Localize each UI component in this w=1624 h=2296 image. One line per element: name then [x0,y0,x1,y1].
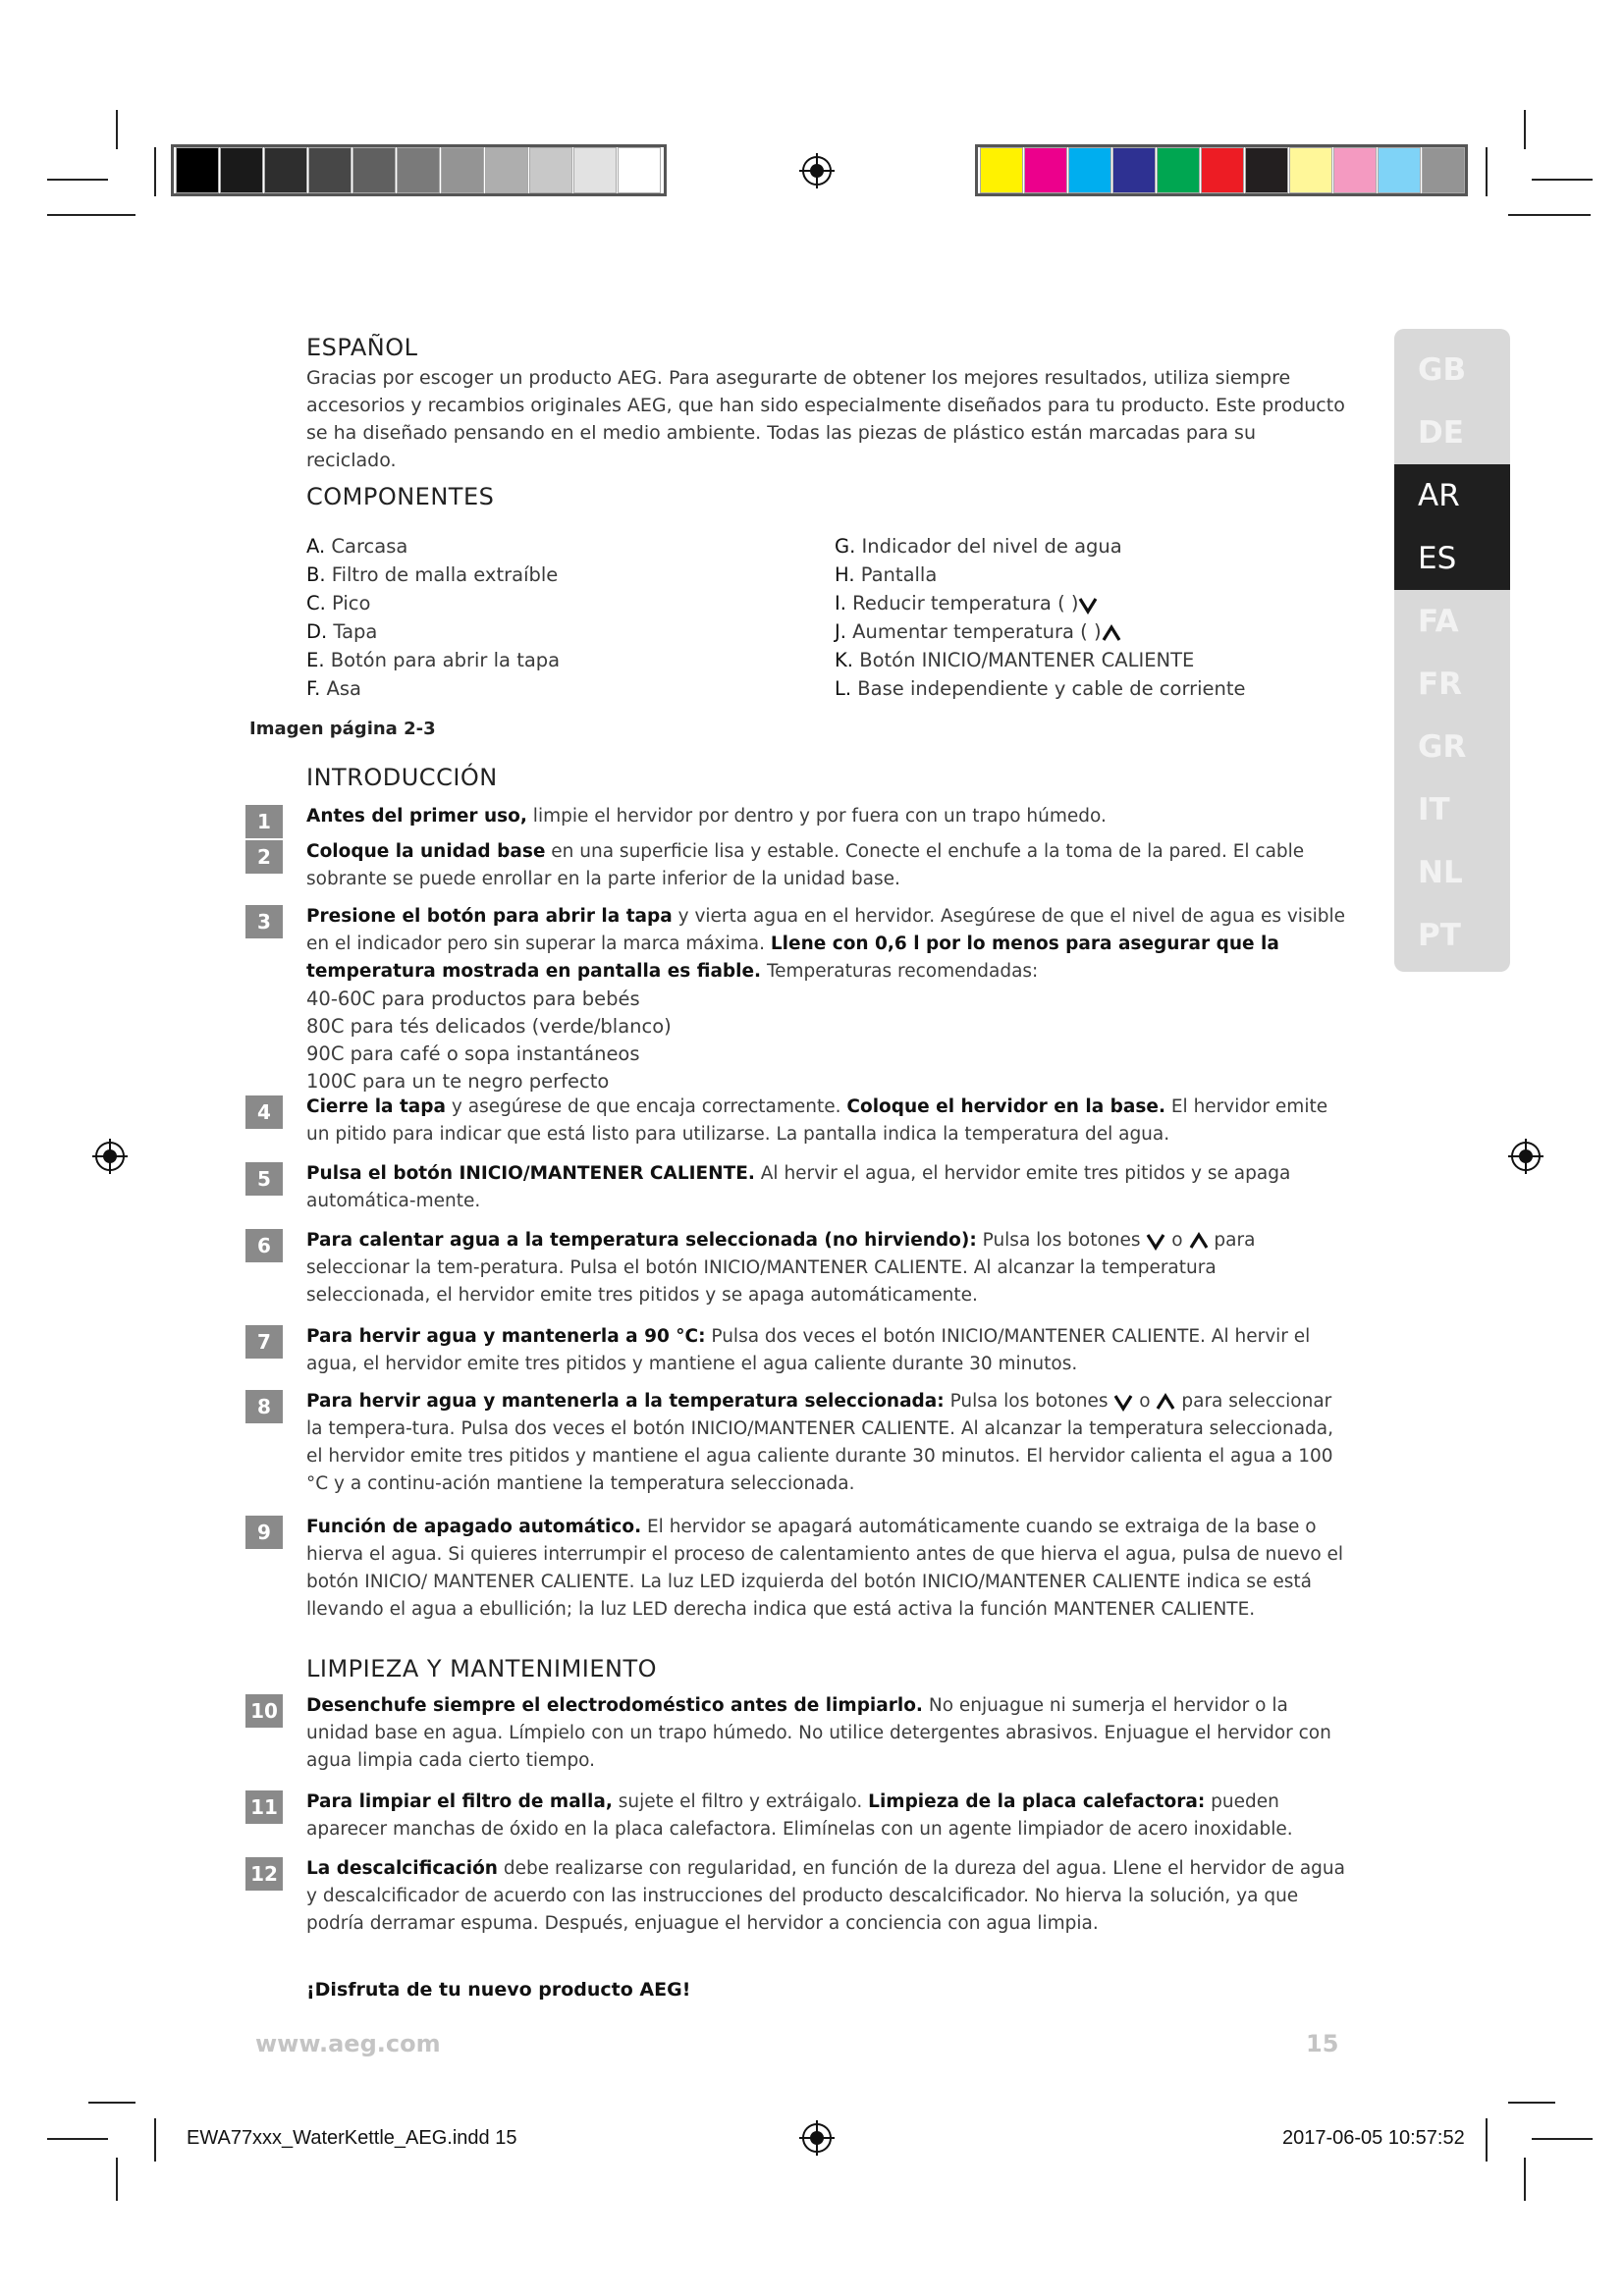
component-item [835,646,1345,674]
gray-swatch [176,147,219,193]
step-text [306,1094,1345,1148]
color-swatch [1289,147,1332,193]
component-item [306,674,817,703]
step-bold: Coloque la unidad base [306,841,546,862]
step-number: 4 [245,1095,283,1129]
step-bold: Presione el botón para abrir la tapa [306,906,673,927]
print-slug-timestamp: 2017-06-05 10:57:52 [1282,2127,1465,2149]
component-label: Pantalla [854,563,938,586]
chevron-down-icon [1113,1392,1133,1412]
chevron-up-icon [1189,1231,1209,1251]
language-pt[interactable]: PT [1418,918,1461,953]
registration-mark-icon [799,153,835,188]
component-letter: J. [835,620,846,643]
step-bold: Desenchufe siempre el electrodoméstico antes de limpiarlo. [306,1695,923,1716]
component-label: Tapa [327,620,378,643]
language-es[interactable]: ES [1394,527,1510,590]
component-letter: I. [835,592,846,614]
step-text [306,803,1345,830]
component-item [306,617,817,646]
step-body: pueden aparecer manchas de óxido en la placa calefactora. Elimínelas con un agente limpiador de acero inoxidable. [306,1791,1293,1840]
color-swatch [1245,147,1288,193]
component-letter: D. [306,620,328,643]
step-body: y asegúrese de que encaja correctamente. [446,1096,847,1117]
step-number: 1 [245,805,283,838]
component-letter: C. [306,592,326,614]
step-bold: Para calentar agua a la temperatura seleccionada (no hirviendo): [306,1230,977,1251]
registration-mark-icon [799,2120,835,2156]
gray-swatch [441,147,484,193]
color-swatch [1422,147,1465,193]
component-letter: G. [835,535,856,558]
step-bold: La descalcificación [306,1858,498,1879]
step-body: El hervidor emite un pitido para indicar que está listo para utilizarse. La pantalla indica la temperatura del agua. [306,1096,1328,1145]
language-fr[interactable]: FR [1418,667,1463,702]
closing-text: ¡Disfruta de tu nuevo producto AEG! [306,1979,691,2001]
color-swatch [1201,147,1244,193]
gray-swatch [573,147,617,193]
component-item [306,646,817,674]
language-de[interactable]: DE [1418,415,1464,451]
step-text [306,838,1345,893]
introduction-heading: INTRODUCCIÓN [306,764,498,791]
maintenance-heading: LIMPIEZA Y MANTENIMIENTO [306,1655,658,1682]
component-letter: B. [306,563,326,586]
step-body: limpie el hervidor por dentro y por fuera con un trapo húmedo. [526,806,1107,827]
component-letter: F. [306,677,321,700]
chevron-down-icon [1078,595,1098,614]
temperature-line: 90C para café o sopa instantáneos [306,1042,640,1065]
step-text [306,1855,1345,1938]
temperature-line: 100C para un te negro perfecto [306,1070,610,1093]
gray-swatch [397,147,440,193]
component-label: Reducir temperatura ( ) [845,592,1079,614]
component-label: Filtro de malla extraíble [325,563,559,586]
gray-swatch [220,147,263,193]
color-swatch [1333,147,1377,193]
step-number: 7 [245,1325,283,1359]
chevron-up-icon [1156,1392,1175,1412]
step-bold: Para limpiar el filtro de malla, [306,1791,613,1812]
step-body: Pulsa los botones [944,1391,1109,1412]
temperature-line: 40-60C para productos para bebés [306,988,640,1010]
step-bold: Cierre la tapa [306,1096,447,1117]
intro-paragraph: Gracias por escoger un producto AEG. Para asegurarte de obtener los mejores resultados, utiliza siempre accesorios y recambios originales AEG, que han sido especialmente diseñados para tu producto. Este producto se ha diseñado pensando en el medio ambiente. Todas las piezas de plástico están marcadas para su reciclado. [306,367,1345,471]
step-body: Al hervir el agua, el hervidor emite tres pitidos y se apaga automática-mente. [306,1163,1291,1211]
step-text [306,1388,1345,1498]
component-label: Pico [325,592,371,614]
component-letter: E. [306,649,325,671]
step-text [306,1514,1345,1624]
step-text [306,1160,1345,1215]
step-body: para seleccionar la tem-peratura. Pulsa el botón INICIO/MANTENER CALIENTE. Al alcanzar la temperatura seleccionada, el hervidor emite tres pitidos y se apaga automáticamente. [306,1230,1256,1306]
component-letter: K. [835,649,853,671]
print-slug-file: EWA77xxx_WaterKettle_AEG.indd 15 [187,2127,517,2149]
language-fa[interactable]: FA [1418,604,1459,639]
gray-swatch [352,147,396,193]
components-heading: COMPONENTES [306,483,495,510]
language-nl[interactable]: NL [1418,855,1463,890]
component-item [835,589,1345,617]
step-text [306,1692,1345,1775]
component-label: Botón para abrir la tapa [324,649,561,671]
language-gb[interactable]: GB [1418,352,1467,388]
color-swatch [980,147,1023,193]
component-item [306,532,817,561]
temperature-line: 80C para tés delicados (verde/blanco) [306,1015,672,1038]
step-body: y vierta agua en el hervidor. Asegúrese de que el nivel de agua es visible en el indicador pero sin superar la marca máxima. [306,906,1345,954]
step-or: o [1133,1391,1157,1412]
component-item [306,561,817,589]
gray-swatch [264,147,307,193]
component-item [835,674,1345,703]
step-bold: Coloque el hervidor en la base. [846,1096,1165,1117]
color-swatch [1157,147,1200,193]
step-bold: Llene con 0,6 l por lo menos para asegurar que la temperatura mostrada en pantalla es fiable. [306,934,1279,982]
page-title: ESPAÑOL [306,334,418,361]
component-label: Carcasa [325,535,408,558]
step-number: 9 [245,1516,283,1549]
language-gr[interactable]: GR [1418,729,1467,765]
color-swatch [1024,147,1067,193]
color-swatch [1378,147,1421,193]
component-label: Indicador del nivel de agua [855,535,1122,558]
registration-mark-icon [1508,1139,1543,1174]
component-item [835,561,1345,589]
step-text [306,1789,1345,1843]
step-number: 5 [245,1162,283,1196]
component-label: Aumentar temperatura ( ) [845,620,1102,643]
step-or: o [1165,1230,1189,1251]
language-tab [1394,329,1510,972]
component-letter: A. [306,535,326,558]
component-label: Base independiente y cable de corriente [851,677,1246,700]
gray-swatch [618,147,661,193]
step-text [306,1323,1345,1378]
color-swatch [1068,147,1111,193]
step-bold: Para hervir agua y mantenerla a la temperatura seleccionada: [306,1391,945,1412]
chevron-down-icon [1146,1231,1165,1251]
step-number: 6 [245,1229,283,1262]
components-list-left [306,532,817,703]
language-ar[interactable]: AR [1394,464,1510,527]
step-body: en una superficie lisa y estable. Conecte el enchufe a la toma de la pared. El cable sobrante se puede enrollar en la parte inferior de la unidad base. [306,841,1305,889]
step-body: No enjuague ni sumerja el hervidor o la unidad base en agua. Límpielo con un trapo húmedo. No utilice detergentes abrasivos. Enjuague el hervidor con agua limpia cada cierto tiempo. [306,1695,1331,1771]
step-body: para seleccionar la tempera-tura. Pulsa dos veces el botón INICIO/MANTENER CALIENTE. Al alcanzar la temperatura seleccionada, el hervidor emite tres pitidos y mantiene el agua caliente durante 30 minutos. El hervidor calienta el agua a 100 °C y a continu-ación mantiene la temperatura seleccionada. [306,1391,1334,1494]
component-item [835,532,1345,561]
step-bold: Para hervir agua y mantenerla a 90 °C: [306,1326,706,1347]
step-number: 8 [245,1390,283,1423]
components-list-right [835,532,1345,703]
component-letter: H. [835,563,855,586]
chevron-up-icon [1102,623,1121,643]
step-bold: Limpieza de la placa calefactora: [868,1791,1206,1812]
component-letter: L. [835,677,852,700]
step-number: 3 [245,905,283,938]
component-label: Botón INICIO/MANTENER CALIENTE [853,649,1195,671]
step-body: debe realizarse con regularidad, en función de la dureza del agua. Llene el hervidor de agua y descalcificador de acuerdo con las instrucciones del producto descalcificador. No hierva la solución, ya que podría derramar espuma. Después, enjuague el hervidor a conciencia con agua limpia. [306,1858,1345,1934]
language-it[interactable]: IT [1418,792,1450,828]
step-number: 2 [245,840,283,874]
step-number: 12 [245,1857,283,1891]
footer-url[interactable]: www.aeg.com [255,2030,441,2057]
gray-swatch [485,147,528,193]
component-item [306,589,817,617]
step-bold: Función de apagado automático. [306,1517,642,1537]
gray-swatch [308,147,352,193]
step-text [306,1227,1345,1309]
step-body: Pulsa dos veces el botón INICIO/MANTENER CALIENTE. Al hervir el agua, el hervidor emite tres pitidos y mantiene el agua caliente durante 30 minutos. [306,1326,1311,1374]
color-swatch [1112,147,1156,193]
image-reference: Imagen página 2-3 [249,719,436,739]
step-number: 10 [245,1694,283,1728]
step-body: Pulsa los botones [976,1230,1141,1251]
step-body: Temperaturas recomendadas: [761,961,1039,982]
step-body: El hervidor se apagará automáticamente cuando se extraiga de la base o hierva el agua. Si quieres interrumpir el proceso de calentamiento antes de que hierva el agua, pulsa de nuevo el botón INICIO/ MANTENER CALIENTE. La luz LED izquierda del botón INICIO/MANTENER CALIENTE indica se está llevando el agua a ebullición; la luz LED derecha indica que está activa la función MANTENER CALIENTE. [306,1517,1344,1620]
component-item [835,617,1345,646]
step-bold: Pulsa el botón INICIO/MANTENER CALIENTE. [306,1163,755,1184]
step-body: sujete el filtro y extráigalo. [612,1791,869,1812]
step-bold: Antes del primer uso, [306,806,527,827]
step-number: 11 [245,1790,283,1824]
registration-mark-icon [92,1139,128,1174]
page-number: 15 [1306,2030,1339,2057]
component-label: Asa [320,677,361,700]
gray-swatch [529,147,572,193]
step-text [306,903,1345,1095]
